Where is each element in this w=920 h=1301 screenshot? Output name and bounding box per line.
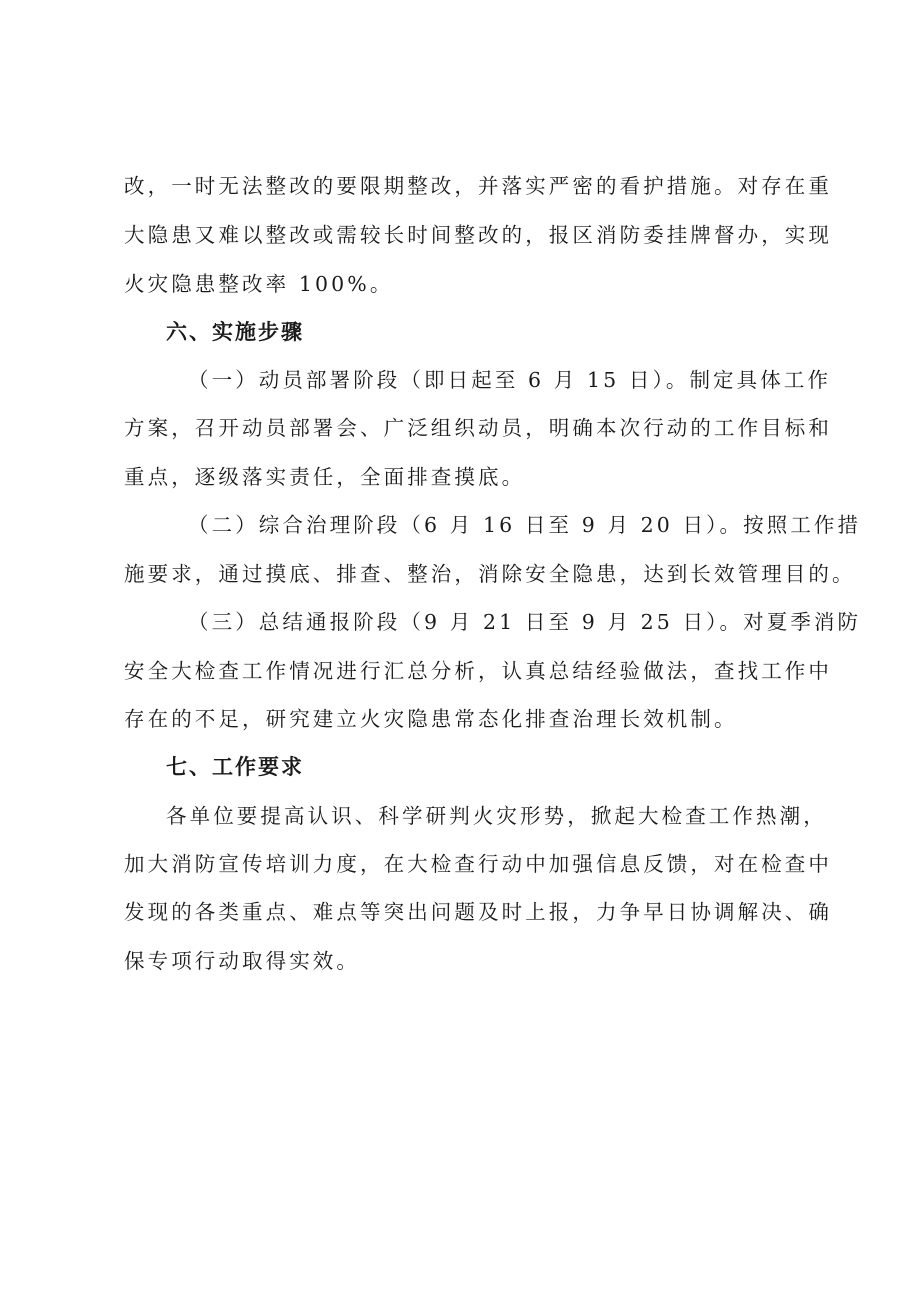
paragraph-line: 加大消防宣传培训力度，在大检查行动中加强信息反馈，对在检查中 (124, 852, 832, 876)
paragraph-line: 施要求，通过摸底、排查、整治，消除安全隐患，达到长效管理目的。 (124, 562, 856, 586)
paragraph-line: 大隐患又难以整改或需较长时间整改的，报区消防委挂牌督办，实现 (124, 223, 832, 247)
paragraph-line: （一）动员部署阶段（即日起至 6 月 15 日）。制定具体工作 (188, 368, 832, 392)
paragraph-line: 火灾隐患整改率 100%。 (124, 272, 394, 296)
section-heading: 六、实施步骤 (166, 320, 304, 344)
paragraph-line: 重点，逐级落实责任，全面排查摸底。 (124, 465, 526, 489)
paragraph-line: 发现的各类重点、难点等突出问题及时上报，力争早日协调解决、确 (124, 900, 832, 924)
paragraph-line: （三）总结通报阶段（9 月 21 日至 9 月 25 日）。对夏季消防 (188, 610, 862, 634)
paragraph-line: 方案，召开动员部署会、广泛组织动员，明确本次行动的工作目标和 (124, 416, 832, 440)
section-heading: 七、工作要求 (166, 755, 304, 779)
paragraph-line: 保专项行动取得实效。 (124, 949, 360, 973)
paragraph-line: 改，一时无法整改的要限期整改，并落实严密的看护措施。对存在重 (124, 174, 832, 198)
paragraph-line: 安全大检查工作情况进行汇总分析，认真总结经验做法，查找工作中 (124, 659, 832, 683)
paragraph-line: （二）综合治理阶段（6 月 16 日至 9 月 20 日）。按照工作措 (188, 513, 862, 537)
paragraph-line: 存在的不足，研究建立火灾隐患常态化排查治理长效机制。 (124, 707, 738, 731)
paragraph-line: 各单位要提高认识、科学研判火灾形势，掀起大检查工作热潮， (166, 804, 827, 828)
